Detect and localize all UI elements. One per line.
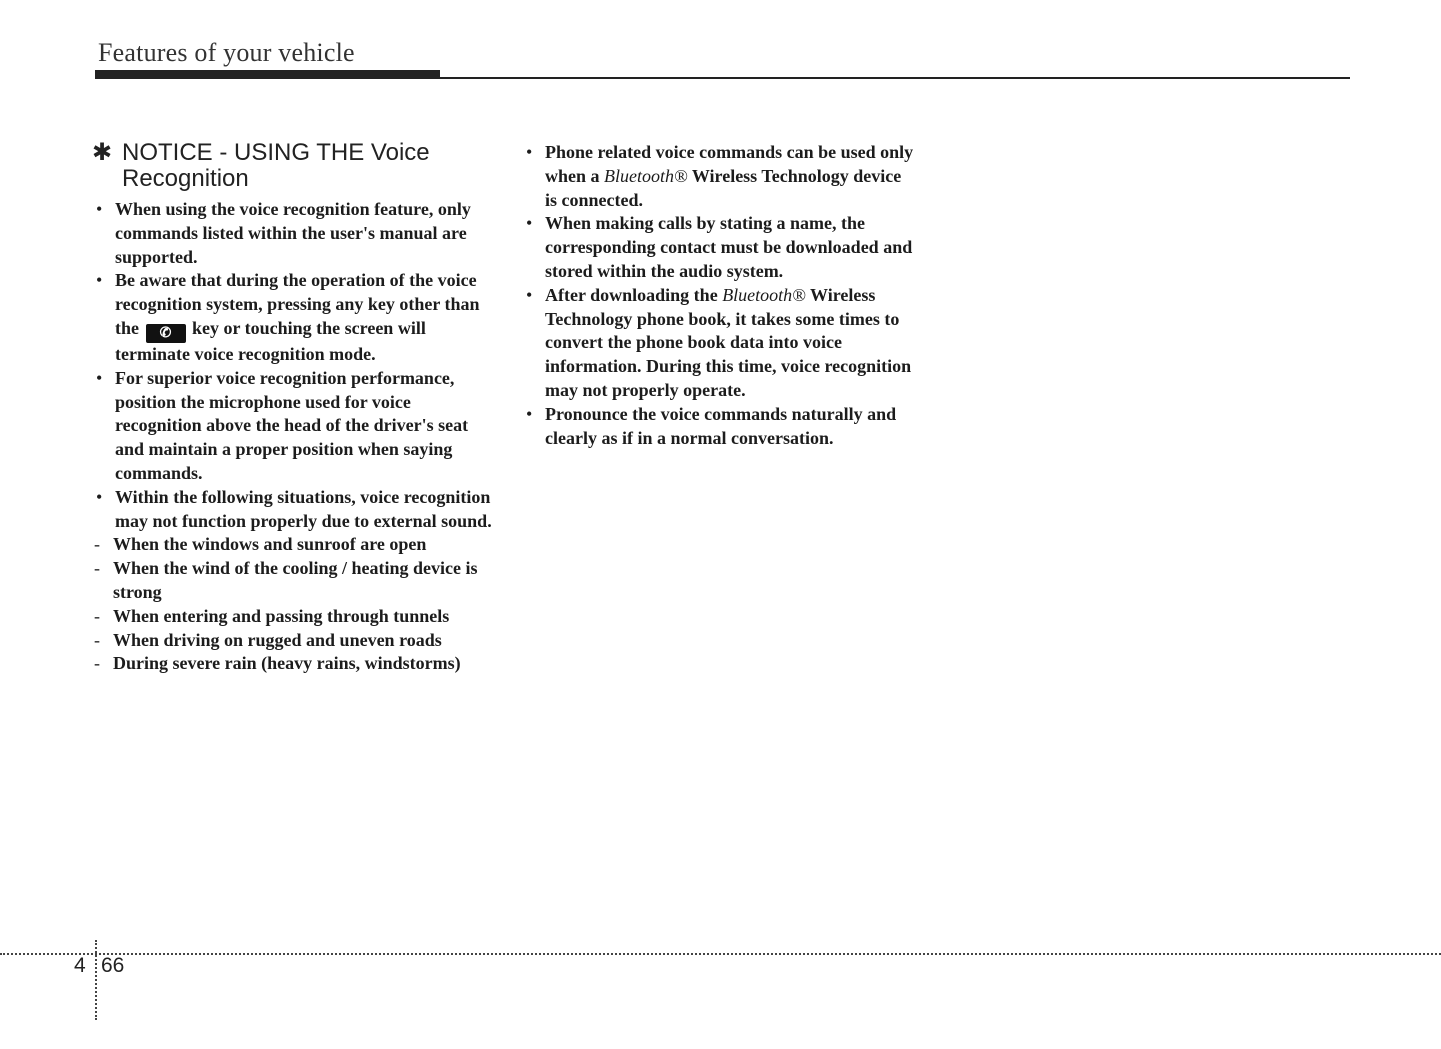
bluetooth-trademark: Bluetooth®: [604, 165, 688, 186]
list-item: [522, 212, 917, 283]
list-item: [522, 284, 917, 403]
right-column: [522, 141, 917, 450]
list-item-text: Phone related voice commands can be used only when a: [545, 142, 914, 186]
list-item-text: Wireless Technology phone book, it takes some times to convert the phone book data into voice information. During this time, voice recognition may not properly operate.: [545, 284, 912, 400]
list-item-text: Be aware that during the operation of the voice recognition system, pressing any key other than the: [115, 270, 480, 338]
list-item: • For superior voice recognition performance, position the microphone used for voice recognition above the head of the driver's seat and maintain a proper position when saying commands.: [92, 367, 492, 486]
sub-list-item: - When the wind of the cooling / heating device is strong: [92, 557, 492, 605]
left-column: [92, 140, 492, 676]
list-item-text: Wireless Technology device is connected.: [545, 165, 902, 210]
list-item: [92, 269, 492, 366]
section-number: 4: [74, 954, 86, 977]
notice-title: NOTICE - USING THE Voice Recognition: [122, 139, 430, 192]
notice-list-continued: [522, 141, 917, 450]
list-item-text: When making calls by stating a name, the corresponding contact must be downloaded and stored within the audio system.: [545, 213, 913, 281]
page-header-title: Features of your vehicle: [98, 38, 355, 67]
list-item: [92, 486, 492, 676]
footer-divider: [95, 940, 97, 1020]
notice-heading: [92, 140, 492, 192]
sub-list-item: - During severe rain (heavy rains, windstorms): [92, 652, 492, 676]
list-item: [522, 403, 917, 451]
sub-list-item: - When driving on rugged and uneven roads: [92, 629, 492, 653]
footer-rule: [0, 953, 1441, 955]
sub-list-item: - When the windows and sunroof are open: [92, 533, 492, 557]
bluetooth-trademark: Bluetooth®: [722, 284, 806, 305]
notice-list: [92, 198, 492, 676]
list-item: • When using the voice recognition feature, only commands listed within the user's manual are supported.: [92, 198, 492, 269]
list-item-text: After downloading the: [545, 284, 723, 305]
voice-key-icon: ✆: [146, 324, 186, 343]
list-item: [522, 141, 917, 212]
header-rule: [95, 77, 1350, 79]
sub-list-item: - When entering and passing through tunnels: [92, 605, 492, 629]
page-number: 66: [101, 954, 125, 977]
list-item-text: Within the following situations, voice recognition may not function properly due to external sound.: [115, 486, 492, 531]
situation-list: [92, 533, 492, 676]
list-item-text: key or touching the screen will terminate voice recognition mode.: [115, 317, 426, 364]
list-item-text: Pronounce the voice commands naturally and clearly as if in a normal conversation.: [545, 403, 897, 448]
notice-mark-icon: ✱: [92, 139, 113, 166]
